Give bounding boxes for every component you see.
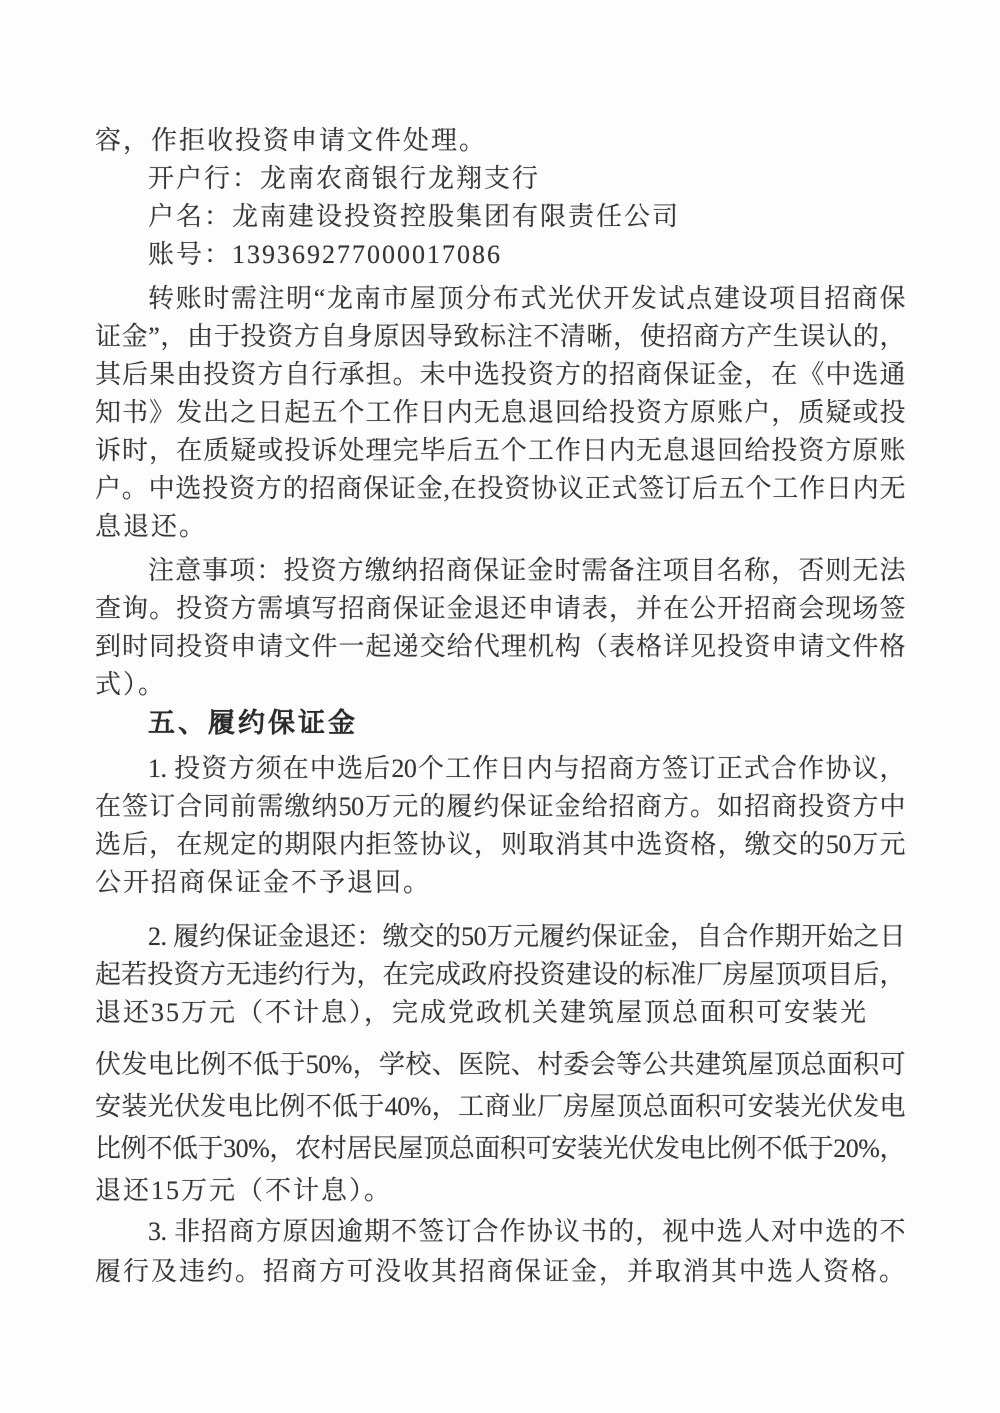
text-line: 2. 履约保证金退还：缴交的50万元履约保证金，自合作期开始之日 bbox=[148, 922, 905, 951]
clause1-paragraph bbox=[95, 750, 905, 902]
clause2-paragraph bbox=[95, 918, 905, 1032]
text-line: 安装光伏发电比例不低于40%，工商业厂房屋顶总面积可安装光伏发电 bbox=[95, 1092, 905, 1121]
text-line: 在签订合同前需缴纳50万元的履约保证金给招商方。如招商投资方中 bbox=[95, 792, 905, 821]
text-line: 比例不低于30%，农村居民屋顶总面积可安装光伏发电比例不低于20%， bbox=[95, 1134, 905, 1163]
text-line: 公开招商保证金不予退回。 bbox=[95, 868, 432, 897]
text-line: 退还35万元（不计息），完成党政机关建筑屋顶总面积可安装光 bbox=[95, 998, 869, 1027]
text-line: 到时同投资申请文件一起递交给代理机构（表格详见投资申请文件格 bbox=[95, 632, 905, 661]
text-line: 其后果由投资方自行承担。未中选投资方的招商保证金，在《中选通 bbox=[95, 360, 905, 389]
text-line: 选后，在规定的期限内拒签协议，则取消其中选资格，缴交的50万元 bbox=[95, 830, 905, 859]
text-line: 容，作拒收投资申请文件处理。 bbox=[95, 126, 488, 155]
text-line: 起若投资方无违约行为，在完成政府投资建设的标准厂房屋顶项目后， bbox=[95, 960, 905, 989]
text-line: 户。中选投资方的招商保证金,在投资协议正式签订后五个工作日内无 bbox=[95, 474, 905, 503]
clause2-continued-paragraph bbox=[95, 1044, 905, 1212]
text-line: 3. 非招商方原因逾期不签订合作协议书的，视中选人对中选的不 bbox=[148, 1217, 905, 1246]
text-line: 证金”，由于投资方自身原因导致标注不清晰，使招商方产生误认的， bbox=[95, 322, 905, 351]
text-line: 注意事项：投资方缴纳招商保证金时需备注项目名称，否则无法 bbox=[148, 556, 905, 585]
text-line: 诉时，在质疑或投诉处理完毕后五个工作日内无息退回给投资方原账 bbox=[95, 436, 905, 465]
text-line: 查询。投资方需填写招商保证金退还申请表，并在公开招商会现场签 bbox=[95, 594, 905, 623]
account-number-line: 账号：139369277000017086 bbox=[148, 240, 503, 269]
text-line: 式）。 bbox=[95, 670, 167, 699]
text-line: 息退还。 bbox=[95, 512, 208, 541]
text-line: 退还15万元（不计息）。 bbox=[95, 1176, 393, 1205]
bank-name-line: 开户行：龙南农商银行龙翔支行 bbox=[148, 164, 541, 193]
text-line: 知书》发出之日起五个工作日内无息退回给投资方原账户，质疑或投 bbox=[95, 398, 905, 427]
clause3-paragraph bbox=[95, 1212, 908, 1292]
notice-paragraph bbox=[95, 552, 905, 704]
bank-info-block bbox=[95, 160, 905, 274]
section-heading: 五、履约保证金 bbox=[148, 708, 358, 738]
text-line: 履行及违约。招商方可没收其招商保证金，并取消其中选人资格。 bbox=[95, 1257, 908, 1286]
text-line: 伏发电比例不低于50%，学校、医院、村委会等公共建筑屋顶总面积可 bbox=[95, 1050, 905, 1079]
text-line: 1. 投资方须在中选后20个工作日内与招商方签订正式合作协议， bbox=[148, 754, 905, 783]
account-name-line: 户名：龙南建设投资控股集团有限责任公司 bbox=[148, 202, 681, 231]
transfer-note-paragraph bbox=[95, 280, 905, 546]
text-line: 转账时需注明“龙南市屋顶分布式光伏开发试点建设项目招商保 bbox=[148, 284, 905, 313]
